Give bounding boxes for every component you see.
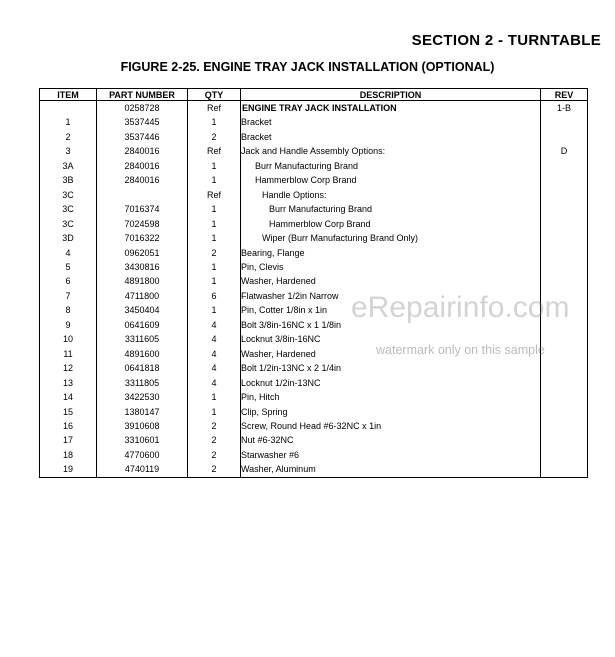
table-row [40, 173, 588, 187]
cell-item: 3C [40, 188, 97, 202]
cell-description: Burr Manufacturing Brand [241, 159, 541, 173]
cell-qty: 1 [188, 405, 241, 419]
cell-qty: 2 [188, 462, 241, 477]
parts-table [39, 88, 588, 478]
cell-rev [541, 115, 588, 129]
table-row [40, 159, 588, 173]
cell-description: Locknut 1/2in-13NC [241, 376, 541, 390]
cell-item: 3C [40, 202, 97, 216]
cell-item: 6 [40, 274, 97, 288]
table-row [40, 130, 588, 144]
cell-item: 13 [40, 376, 97, 390]
figure-title: FIGURE 2-25. ENGINE TRAY JACK INSTALLATION (OPTIONAL) [120, 60, 495, 74]
cell-qty: 1 [188, 390, 241, 404]
cell-part-number: 7016374 [97, 202, 188, 216]
table-row [40, 405, 588, 419]
cell-item: 15 [40, 405, 97, 419]
cell-item [40, 101, 97, 116]
table-row [40, 202, 588, 216]
cell-item: 10 [40, 332, 97, 346]
cell-rev [541, 159, 588, 173]
cell-qty: 2 [188, 130, 241, 144]
table-row [40, 115, 588, 129]
cell-description: Hammerblow Corp Brand [241, 173, 541, 187]
cell-description: Washer, Aluminum [241, 462, 541, 477]
cell-qty: Ref [188, 144, 241, 158]
cell-part-number: 4891600 [97, 347, 188, 361]
cell-qty: 6 [188, 289, 241, 303]
table-row [40, 260, 588, 274]
cell-description: Bolt 1/2in-13NC x 2 1/4in [241, 361, 541, 375]
column-header-item: ITEM [40, 89, 97, 101]
cell-part-number: 7024598 [97, 217, 188, 231]
cell-item: 19 [40, 462, 97, 477]
cell-qty: 4 [188, 347, 241, 361]
cell-description: Bolt 3/8in-16NC x 1 1/8in [241, 318, 541, 332]
table-row [40, 376, 588, 390]
cell-description: Pin, Hitch [241, 390, 541, 404]
cell-rev [541, 173, 588, 187]
cell-rev: 1-B [541, 101, 588, 116]
cell-part-number: 3537445 [97, 115, 188, 129]
cell-item: 3C [40, 217, 97, 231]
cell-description: Washer, Hardened [241, 274, 541, 288]
watermark-text: eRepairinfo.com [351, 291, 570, 324]
cell-item: 3B [40, 173, 97, 187]
cell-part-number: 2840016 [97, 144, 188, 158]
column-header-description: DESCRIPTION [241, 89, 541, 101]
cell-rev [541, 130, 588, 144]
table-header-row [40, 89, 588, 101]
cell-rev: D [541, 144, 588, 158]
cell-description: Bearing, Flange [241, 246, 541, 260]
cell-item: 7 [40, 289, 97, 303]
table-row [40, 274, 588, 288]
cell-part-number: 3430816 [97, 260, 188, 274]
cell-rev [541, 246, 588, 260]
table-row [40, 217, 588, 231]
cell-item: 2 [40, 130, 97, 144]
cell-rev [541, 274, 588, 288]
cell-qty: 1 [188, 231, 241, 245]
cell-item: 3A [40, 159, 97, 173]
cell-rev [541, 260, 588, 274]
column-header-part-number: PART NUMBER [97, 89, 188, 101]
cell-qty: 2 [188, 433, 241, 447]
cell-rev [541, 405, 588, 419]
cell-rev [541, 376, 588, 390]
cell-qty: 1 [188, 260, 241, 274]
cell-item: 16 [40, 419, 97, 433]
section-title: SECTION 2 - TURNTABLE [411, 32, 601, 49]
cell-description: ENGINE TRAY JACK INSTALLATION [241, 101, 541, 116]
cell-description: Starwasher #6 [241, 448, 541, 462]
cell-qty: 1 [188, 115, 241, 129]
cell-part-number: 3537446 [97, 130, 188, 144]
watermark-note: watermark only on this sample [376, 343, 545, 357]
cell-part-number: 3450404 [97, 303, 188, 317]
cell-qty: 2 [188, 448, 241, 462]
table-row [40, 231, 588, 245]
column-header-rev: REV [541, 89, 588, 101]
cell-item: 3 [40, 144, 97, 158]
cell-item: 17 [40, 433, 97, 447]
cell-qty: 1 [188, 173, 241, 187]
cell-description: Wiper (Burr Manufacturing Brand Only) [241, 231, 541, 245]
cell-qty: 4 [188, 318, 241, 332]
cell-qty: 4 [188, 361, 241, 375]
cell-qty: 1 [188, 159, 241, 173]
parts-table-body [40, 101, 588, 478]
cell-qty: 1 [188, 217, 241, 231]
cell-part-number: 3422530 [97, 390, 188, 404]
cell-description: Jack and Handle Assembly Options: [241, 144, 541, 158]
cell-item: 3D [40, 231, 97, 245]
cell-part-number: 3310601 [97, 433, 188, 447]
cell-item: 5 [40, 260, 97, 274]
cell-qty: 1 [188, 303, 241, 317]
table-row [40, 361, 588, 375]
cell-part-number: 4891800 [97, 274, 188, 288]
cell-description: Nut #6-32NC [241, 433, 541, 447]
cell-part-number [97, 188, 188, 202]
cell-item: 1 [40, 115, 97, 129]
cell-part-number: 4770600 [97, 448, 188, 462]
cell-part-number: 7016322 [97, 231, 188, 245]
cell-part-number: 0258728 [97, 101, 188, 116]
cell-description: Burr Manufacturing Brand [241, 202, 541, 216]
cell-part-number: 3311605 [97, 332, 188, 346]
cell-rev [541, 462, 588, 477]
table-row [40, 448, 588, 462]
cell-description: Bracket [241, 130, 541, 144]
cell-item: 18 [40, 448, 97, 462]
column-header-qty: QTY [188, 89, 241, 101]
cell-qty: 4 [188, 376, 241, 390]
cell-qty: 2 [188, 419, 241, 433]
cell-qty: Ref [188, 101, 241, 116]
cell-part-number: 2840016 [97, 173, 188, 187]
table-row [40, 246, 588, 260]
table-row [40, 188, 588, 202]
cell-part-number: 1380147 [97, 405, 188, 419]
cell-part-number: 0641609 [97, 318, 188, 332]
cell-qty: 4 [188, 332, 241, 346]
cell-description: Flatwasher 1/2in Narrow [241, 289, 541, 303]
cell-rev [541, 217, 588, 231]
cell-rev [541, 419, 588, 433]
cell-rev [541, 361, 588, 375]
cell-qty: 1 [188, 274, 241, 288]
cell-qty: 1 [188, 202, 241, 216]
cell-description: Pin, Cotter 1/8in x 1in [241, 303, 541, 317]
cell-item: 14 [40, 390, 97, 404]
table-row [40, 101, 588, 116]
cell-item: 4 [40, 246, 97, 260]
cell-part-number: 4740119 [97, 462, 188, 477]
table-row [40, 433, 588, 447]
cell-description: Handle Options: [241, 188, 541, 202]
cell-part-number: 4711800 [97, 289, 188, 303]
cell-rev [541, 448, 588, 462]
cell-part-number: 3311805 [97, 376, 188, 390]
cell-item: 11 [40, 347, 97, 361]
cell-description: Bracket [241, 115, 541, 129]
table-row [40, 390, 588, 404]
table-row [40, 144, 588, 158]
cell-qty: 2 [188, 246, 241, 260]
cell-rev [541, 433, 588, 447]
cell-description: Screw, Round Head #6-32NC x 1in [241, 419, 541, 433]
cell-qty: Ref [188, 188, 241, 202]
cell-description: Pin, Clevis [241, 260, 541, 274]
cell-part-number: 3910608 [97, 419, 188, 433]
cell-rev [541, 231, 588, 245]
cell-description: Washer, Hardened [241, 347, 541, 361]
table-row [40, 462, 588, 477]
cell-part-number: 2840016 [97, 159, 188, 173]
cell-rev [541, 202, 588, 216]
cell-rev [541, 390, 588, 404]
cell-description: Clip, Spring [241, 405, 541, 419]
cell-rev [541, 347, 588, 361]
cell-item: 9 [40, 318, 97, 332]
cell-item: 8 [40, 303, 97, 317]
cell-part-number: 0641818 [97, 361, 188, 375]
table-row [40, 419, 588, 433]
cell-part-number: 0962051 [97, 246, 188, 260]
cell-item: 12 [40, 361, 97, 375]
cell-rev [541, 332, 588, 346]
cell-description: Locknut 3/8in-16NC [241, 332, 541, 346]
cell-description: Hammerblow Corp Brand [241, 217, 541, 231]
cell-rev [541, 188, 588, 202]
